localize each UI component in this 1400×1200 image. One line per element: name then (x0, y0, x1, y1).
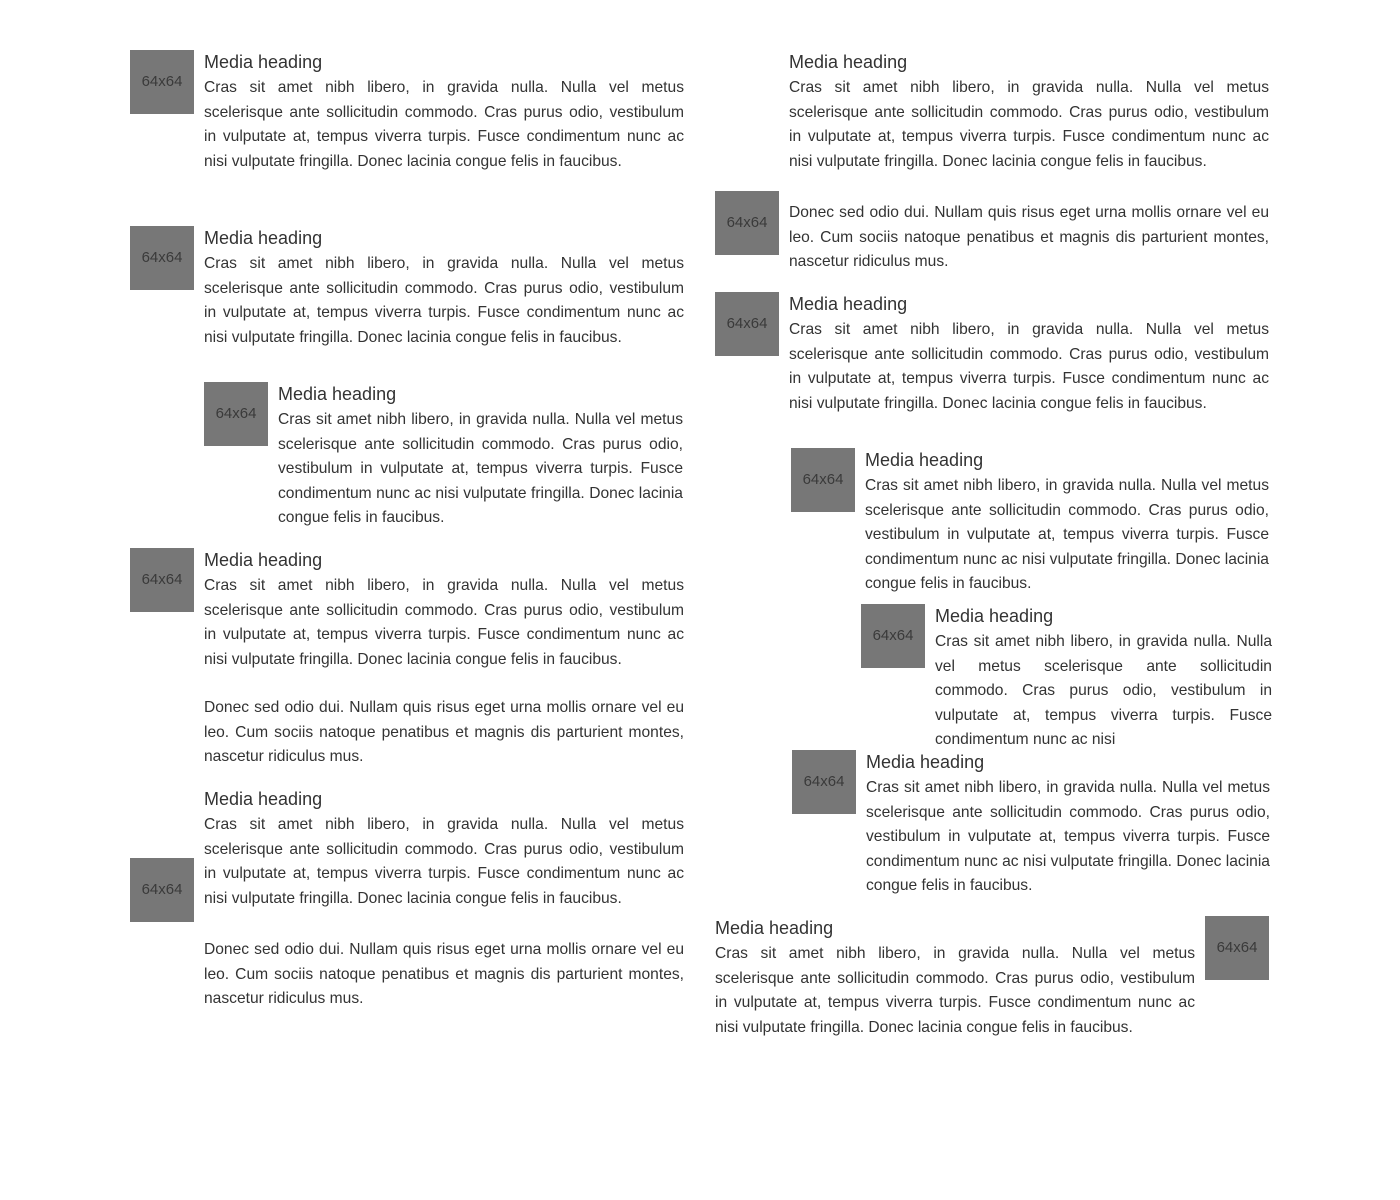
nested-media-heading: Media heading (935, 606, 1054, 626)
media-heading: Media heading (204, 789, 323, 809)
media-body-extra: Donec sed odio dui. Nullam quis risus eget urna mollis ornare vel eu leo. Cum sociis natoque penatibus et magnis dis parturient montes, nascetur ridiculus mus. (204, 699, 684, 765)
nested-media-thumbnail: 64x64 (792, 750, 856, 814)
nested-media-heading: Media heading (866, 752, 985, 772)
nested-media-thumbnail: 64x64 (204, 382, 268, 446)
media-body: Cras sit amet nibh libero, in gravida nulla. Nulla vel metus scelerisque ante sollicitudin commodo. Cras purus odio, vestibulum in vulputate at, tempus viverra turpis. Fusce condimentum nunc ac nisi vulputate fringilla. Donec lacinia congue felis in faucibus. (715, 945, 1195, 1036)
nested-media-body: Cras sit amet nibh libero, in gravida nulla. Nulla vel metus scelerisque ante sollicitudin commodo. Cras purus odio, vestibulum in vulputate at, tempus viverra turpis. Fusce condimentum nunc ac nisi vulputate fringilla. Donec lacinia congue felis in faucibus. (278, 411, 683, 526)
nested-media-heading: Media heading (278, 384, 397, 404)
media-heading: Media heading (204, 52, 323, 72)
media-body: Cras sit amet nibh libero, in gravida nulla. Nulla vel metus scelerisque ante sollicitudin commodo. Cras purus odio, vestibulum in vulputate at, tempus viverra turpis. Fusce condimentum nunc ac nisi vulputate fringilla. Donec lacinia congue felis in faucibus. (204, 577, 684, 668)
nested-media-body: Cras sit amet nibh libero, in gravida nulla. Nulla vel metus scelerisque ante sollicitudin commodo. Cras purus odio, vestibulum in vulputate at, tempus viverra turpis. Fusce condimentum nunc ac nisi vulputate fringilla. Donec lacinia congue felis in faucibus. (865, 477, 1269, 592)
media-thumbnail: 64x64 (130, 548, 194, 612)
media-heading: Media heading (789, 52, 908, 72)
nested-media-body: Cras sit amet nibh libero, in gravida nulla. Nulla vel metus scelerisque ante sollicitudin commodo. Cras purus odio, vestibulum in vulputate at, tempus viverra turpis. Fusce condimentum nunc ac nisi vulputate fringilla. Donec lacinia congue felis in faucibus. (866, 779, 1270, 894)
media-body: Cras sit amet nibh libero, in gravida nulla. Nulla vel metus scelerisque ante sollicitudin commodo. Cras purus odio, vestibulum in vulputate at, tempus viverra turpis. Fusce condimentum nunc ac nisi vulputate fringilla. Donec lacinia congue felis in faucibus. (789, 321, 1269, 412)
media-thumbnail: 64x64 (130, 226, 194, 290)
media-thumbnail: 64x64 (130, 858, 194, 922)
media-thumbnail: 64x64 (130, 50, 194, 114)
nested-media-body: Cras sit amet nibh libero, in gravida nulla. Nulla vel metus scelerisque ante sollicitudin commodo. Cras purus odio, vestibulum in vulputate at, tempus viverra turpis. Fusce condimentum nunc ac nisi (935, 633, 1272, 748)
media-body-extra: Donec sed odio dui. Nullam quis risus eget urna mollis ornare vel eu leo. Cum sociis natoque penatibus et magnis dis parturient montes, nascetur ridiculus mus. (789, 204, 1269, 270)
media-body: Cras sit amet nibh libero, in gravida nulla. Nulla vel metus scelerisque ante sollicitudin commodo. Cras purus odio, vestibulum in vulputate at, tempus viverra turpis. Fusce condimentum nunc ac nisi vulputate fringilla. Donec lacinia congue felis in faucibus. (204, 79, 684, 170)
media-heading: Media heading (789, 294, 908, 314)
media-body: Cras sit amet nibh libero, in gravida nulla. Nulla vel metus scelerisque ante sollicitudin commodo. Cras purus odio, vestibulum in vulputate at, tempus viverra turpis. Fusce condimentum nunc ac nisi vulputate fringilla. Donec lacinia congue felis in faucibus. (204, 816, 684, 907)
media-thumbnail: 64x64 (1205, 916, 1269, 980)
media-heading: Media heading (204, 228, 323, 248)
nested-media-thumbnail: 64x64 (861, 604, 925, 668)
media-heading: Media heading (204, 550, 323, 570)
media-thumbnail: 64x64 (715, 292, 779, 356)
media-body: Cras sit amet nibh libero, in gravida nulla. Nulla vel metus scelerisque ante sollicitudin commodo. Cras purus odio, vestibulum in vulputate at, tempus viverra turpis. Fusce condimentum nunc ac nisi vulputate fringilla. Donec lacinia congue felis in faucibus. (204, 255, 684, 346)
media-body-extra: Donec sed odio dui. Nullam quis risus eget urna mollis ornare vel eu leo. Cum sociis natoque penatibus et magnis dis parturient montes, nascetur ridiculus mus. (204, 941, 684, 1007)
nested-media-heading: Media heading (865, 450, 984, 470)
media-heading: Media heading (715, 918, 834, 938)
media-thumbnail: 64x64 (715, 191, 779, 255)
media-body: Cras sit amet nibh libero, in gravida nulla. Nulla vel metus scelerisque ante sollicitudin commodo. Cras purus odio, vestibulum in vulputate at, tempus viverra turpis. Fusce condimentum nunc ac nisi vulputate fringilla. Donec lacinia congue felis in faucibus. (789, 79, 1269, 170)
nested-media-thumbnail: 64x64 (791, 448, 855, 512)
